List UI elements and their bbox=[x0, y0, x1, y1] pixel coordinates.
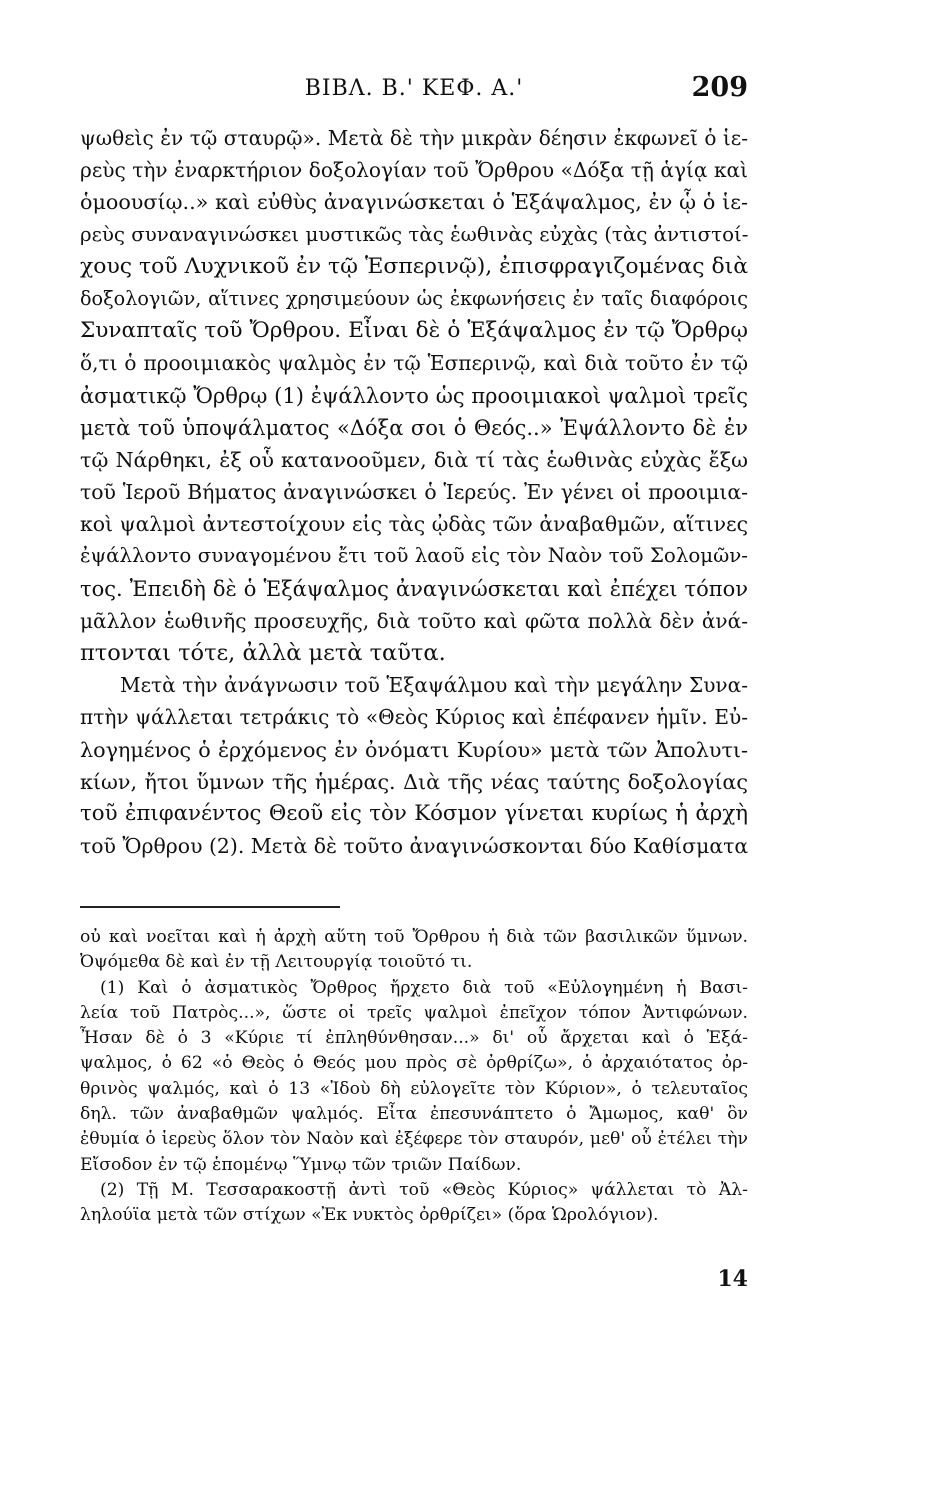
footnote-rule bbox=[80, 906, 340, 908]
text-line: ὁμοουσίῳ..» καὶ εὐθὺς ἀναγινώσκεται ὁ Ἑξάψαλμος, ἐν ᾧ ὁ ἱε- bbox=[80, 190, 748, 215]
text-line: κοὶ ψαλμοὶ ἀντεστοίχουν εἰς τὰς ᾠδὰς τῶν ἀναβαθμῶν, αἵτινες bbox=[80, 512, 748, 537]
footnote-line: (2) Τῇ Μ. Τεσσαρακοστῇ ἀντὶ τοῦ «Θεὸς Κύριος» ψάλλεται τὸ Ἀλ- bbox=[100, 1179, 748, 1200]
footnote-line: (1) Καὶ ὁ ἀσματικὸς Ὄρθρος ἤρχετο διὰ τοῦ «Εὐλογημένη ἡ Βασι- bbox=[100, 977, 748, 998]
text-line: Συναπταῖς τοῦ Ὄρθρου. Εἶναι δὲ ὁ Ἑξάψαλμος ἐν τῷ Ὄρθρῳ bbox=[80, 318, 748, 344]
page-header bbox=[80, 72, 748, 112]
page-number: 209 bbox=[691, 72, 748, 103]
footnote-line: θρινὸς ψαλμός, καὶ ὁ 13 «Ἰδοὺ δὴ εὐλογεῖτε τὸν Κύριον», ὁ τελευταῖος bbox=[80, 1078, 748, 1099]
text-line: πτὴν ψάλλεται τετράκις τὸ «Θεὸς Κύριος καὶ ἐπέφανεν ἡμῖν. Εὐ- bbox=[80, 705, 748, 730]
text-line: ὅ,τι ὁ προοιμιακὸς ψαλμὸς ἐν τῷ Ἑσπερινῷ, καὶ διὰ τοῦτο ἐν τῷ bbox=[80, 351, 748, 376]
running-head: ΒΙΒΛ. Β.' ΚΕΦ. Α.' bbox=[304, 76, 524, 101]
signature-mark: 14 bbox=[717, 1266, 748, 1292]
text-line: τοῦ ἐπιφανέντος Θεοῦ εἰς τὸν Κόσμον γίνεται κυρίως ἡ ἀρχὴ bbox=[80, 800, 748, 826]
text-line: μετὰ τοῦ ὑποψάλματος «Δόξα σοι ὁ Θεός..» Ἐψάλλοντο δὲ ἐν bbox=[80, 415, 748, 440]
text-line: τος. Ἐπειδὴ δὲ ὁ Ἑξάψαλμος ἀναγινώσκεται καὶ ἐπέχει τόπον bbox=[80, 576, 748, 601]
text-line: ψωθεὶς ἐν τῷ σταυρῷ». Μετὰ δὲ τὴν μικρὰν δέησιν ἐκφωνεῖ ὁ ἱε- bbox=[80, 126, 748, 150]
text-line: ἀσματικῷ Ὄρθρῳ (1) ἐψάλλοντο ὡς προοιμιακοὶ ψαλμοὶ τρεῖς bbox=[80, 383, 748, 408]
text-line: Μετὰ τὴν ἀνάγνωσιν τοῦ Ἑξαψάλμου καὶ τὴν μεγάλην Συνα- bbox=[120, 673, 748, 698]
text-line: τοῦ Ὄρθρου (2). Μετὰ δὲ τοῦτο ἀναγινώσκονται δύο Καθίσματα bbox=[80, 834, 749, 859]
text-line: δοξολογιῶν, αἵτινες χρησιμεύουν ὡς ἐκφωνήσεις ἐν ταῖς διαφόροις bbox=[80, 286, 748, 310]
footnote-line: Εἴσοδον ἐν τῷ ἑπομένῳ Ὕμνῳ τῶν τριῶν Παίδων. bbox=[80, 1154, 522, 1175]
footnote-line: δηλ. τῶν ἀναβαθμῶν ψαλμός. Εἶτα ἐπεσυνάπτετο ὁ Ἄμωμος, καθ' ὃν bbox=[80, 1104, 748, 1125]
footnote-line: ληλούϊα μετὰ τῶν στίχων «Ἐκ νυκτὸς ὀρθρίζει» (ὅρα Ὡρολόγιον). bbox=[80, 1205, 659, 1226]
text-line: τοῦ Ἱεροῦ Βήματος ἀναγινώσκει ὁ Ἱερεύς. Ἐν γένει οἱ προοιμια- bbox=[80, 480, 748, 505]
text-line: κίων, ἤτοι ὕμνων τῆς ἡμέρας. Διὰ τῆς νέας ταύτης δοξολογίας bbox=[80, 769, 748, 794]
text-line: τῷ Νάρθηκι, ἐξ οὗ κατανοοῦμεν, διὰ τί τὰς ἑωθινὰς εὐχὰς ἔξω bbox=[80, 447, 748, 472]
footnote-line: Ὀψόμεθα δὲ καὶ ἐν τῇ Λειτουργίᾳ τοιοῦτό τι. bbox=[80, 952, 473, 973]
main-text bbox=[80, 122, 748, 862]
text-line: ρεὺς συναναγινώσκει μυστικῶς τὰς ἑωθινὰς εὐχὰς (τὰς ἀντιστοί- bbox=[80, 222, 749, 246]
text-line: πτονται τότε, ἀλλὰ μετὰ ταῦτα. bbox=[80, 640, 446, 666]
footnote-line: ἐθυμία ὁ ἱερεὺς ὅλον τὸν Ναὸν καὶ ἐξέφερε τὸν σταυρόν, μεθ' οὗ ἐτέλει τὴν bbox=[80, 1129, 748, 1150]
text-line: ρεὺς τὴν ἐναρκτήριον δοξολογίαν τοῦ Ὄρθρου «Δόξα τῇ ἁγίᾳ καὶ bbox=[80, 158, 748, 183]
text-line: χους τοῦ Λυχνικοῦ ἐν τῷ Ἑσπερινῷ), ἐπισφραγιζομένας διὰ bbox=[80, 253, 748, 279]
text-line: μᾶλλον ἑωθινῆς προσευχῆς, διὰ τοῦτο καὶ φῶτα πολλὰ δὲν ἀνά- bbox=[80, 608, 748, 633]
footnote-line: οὐ καὶ νοεῖται καὶ ἡ ἀρχὴ αὕτη τοῦ Ὄρθρου ἡ διὰ τῶν βασιλικῶν ὕμνων. bbox=[80, 927, 748, 947]
footnote-line: λεία τοῦ Πατρὸς...», ὥστε οἱ τρεῖς ψαλμοὶ ἐπεῖχον τόπον Ἀντιφώνων. bbox=[80, 1002, 748, 1023]
text-line: ἐψάλλοντο συναγομένου ἔτι τοῦ λαοῦ εἰς τὸν Ναὸν τοῦ Σολομῶν- bbox=[80, 544, 748, 568]
text-line: λογημένος ὁ ἐρχόμενος ἐν ὀνόματι Κυρίου» μετὰ τῶν Ἀπολυτι- bbox=[80, 737, 748, 762]
footnote-line: ψαλμος, ὁ 62 «ὁ Θεὸς ὁ Θεός μου πρὸς σὲ ὀρθρίζω», ὁ ἀρχαιότατος ὀρ- bbox=[80, 1053, 748, 1074]
footnote-line: Ἦσαν δὲ ὁ 3 «Κύριε τί ἐπληθύνθησαν...» δι' οὗ ἄρχεται καὶ ὁ Ἑξά- bbox=[80, 1028, 748, 1049]
footnotes bbox=[80, 925, 748, 1229]
